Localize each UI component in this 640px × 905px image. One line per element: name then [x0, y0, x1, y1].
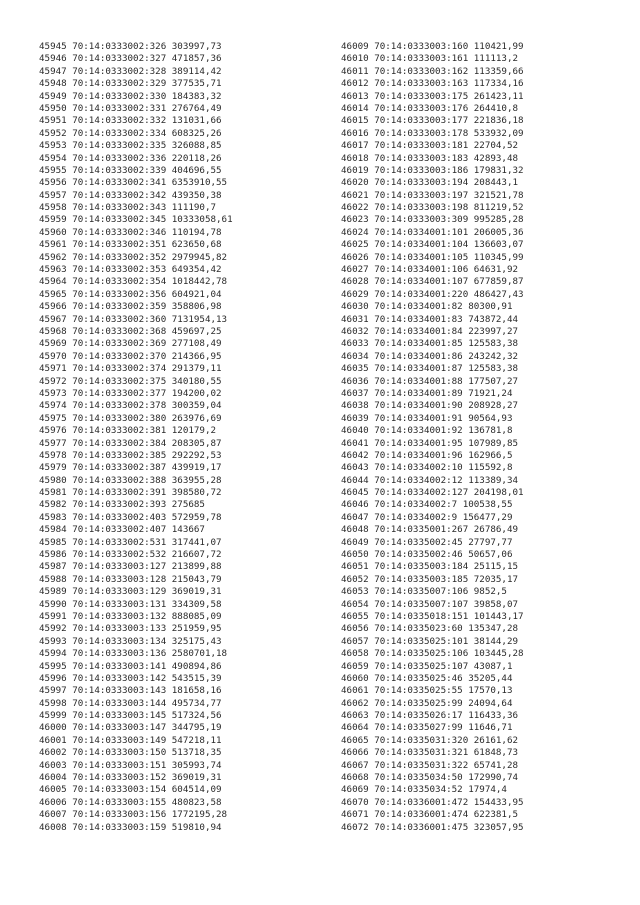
table-row: 46006 70:14:0333003:155 480823,58 — [39, 796, 222, 808]
table-row: 45980 70:14:0333002:388 363955,28 — [39, 474, 222, 486]
table-row: 46064 70:14:0335027:99 11646,71 — [341, 722, 513, 734]
table-row: 46048 70:14:0335001:267 26786,49 — [341, 524, 519, 536]
table-row: 46072 70:14:0336001:475 323057,95 — [341, 821, 524, 833]
table-row: 45987 70:14:0333003:127 213899,88 — [39, 561, 222, 573]
table-row: 45973 70:14:0333002:377 194200,02 — [39, 387, 222, 399]
table-row: 45959 70:14:0333002:345 10333058,61 — [39, 214, 233, 226]
table-row: 45990 70:14:0333003:131 334309,58 — [39, 598, 222, 610]
table-row: 45981 70:14:0333002:391 398580,72 — [39, 487, 222, 499]
table-row: 46050 70:14:0335002:46 50657,06 — [341, 549, 513, 561]
table-row: 45982 70:14:0333002:393 275685 — [39, 499, 205, 511]
table-row: 45965 70:14:0333002:356 604921,04 — [39, 288, 222, 300]
table-row: 45953 70:14:0333002:335 326088,85 — [39, 140, 222, 152]
table-row: 45996 70:14:0333003:142 543515,39 — [39, 672, 222, 684]
table-row: 45977 70:14:0333002:384 208305,87 — [39, 437, 222, 449]
table-row: 45983 70:14:0333002:403 572959,78 — [39, 511, 222, 523]
left-column — [39, 41, 233, 834]
table-row: 46059 70:14:0335025:107 43087,1 — [341, 660, 513, 672]
table-row: 45979 70:14:0333002:387 439919,17 — [39, 462, 222, 474]
table-row: 46038 70:14:0334001:90 208928,27 — [341, 400, 519, 412]
table-row: 46009 70:14:0333003:160 110421,99 — [341, 41, 524, 52]
table-row: 46043 70:14:0334002:10 115592,8 — [341, 462, 513, 474]
table-row: 45952 70:14:0333002:334 608325,26 — [39, 127, 222, 139]
table-row: 45948 70:14:0333002:329 377535,71 — [39, 78, 222, 90]
table-row: 45975 70:14:0333002:380 263976,69 — [39, 412, 222, 424]
table-row: 46011 70:14:0333003:162 113359,66 — [341, 65, 524, 77]
table-row: 46037 70:14:0334001:89 71921,24 — [341, 387, 513, 399]
table-row: 46045 70:14:0334002:127 204198,01 — [341, 487, 524, 499]
table-row: 46040 70:14:0334001:92 136781,8 — [341, 425, 513, 437]
table-row: 45951 70:14:0333002:332 131031,66 — [39, 115, 222, 127]
table-row: 45949 70:14:0333002:330 184383,32 — [39, 90, 222, 102]
table-row: 46033 70:14:0334001:85 125583,38 — [341, 338, 519, 350]
table-row: 46031 70:14:0334001:83 743872,44 — [341, 313, 519, 325]
table-row: 45966 70:14:0333002:359 358806,98 — [39, 301, 222, 313]
table-row: 45989 70:14:0333003:129 369019,31 — [39, 586, 222, 598]
table-row: 46060 70:14:0335025:46 35205,44 — [341, 672, 513, 684]
table-row: 46034 70:14:0334001:86 243242,32 — [341, 350, 519, 362]
table-row: 46029 70:14:0334001:220 486427,43 — [341, 288, 524, 300]
table-row: 46052 70:14:0335003:185 72035,17 — [341, 573, 519, 585]
table-row: 46070 70:14:0336001:472 154433,95 — [341, 796, 524, 808]
table-row: 46054 70:14:0335007:107 39858,07 — [341, 598, 519, 610]
table-row: 46026 70:14:0334001:105 110345,99 — [341, 251, 524, 263]
table-row: 46025 70:14:0334001:104 136603,07 — [341, 239, 524, 251]
table-row: 45969 70:14:0333002:369 277108,49 — [39, 338, 222, 350]
table-row: 45970 70:14:0333002:370 214366,95 — [39, 350, 222, 362]
table-row: 46057 70:14:0335025:101 38144,29 — [341, 635, 519, 647]
table-row: 46069 70:14:0335034:52 17974,4 — [341, 784, 507, 796]
table-row: 45946 70:14:0333002:327 471857,36 — [39, 53, 222, 65]
table-row: 46002 70:14:0333003:150 513718,35 — [39, 747, 222, 759]
table-row: 45967 70:14:0333002:360 7131954,13 — [39, 313, 228, 325]
table-row: 46028 70:14:0334001:107 677859,87 — [341, 276, 524, 288]
table-row: 46039 70:14:0334001:91 90564,93 — [341, 412, 513, 424]
table-row: 45972 70:14:0333002:375 340180,55 — [39, 375, 222, 387]
table-row: 45992 70:14:0333003:133 251959,95 — [39, 623, 222, 635]
table-row: 45954 70:14:0333002:336 220118,26 — [39, 152, 222, 164]
table-row: 45962 70:14:0333002:352 2979945,82 — [39, 251, 228, 263]
table-row: 46061 70:14:0335025:55 17570,13 — [341, 685, 513, 697]
table-row: 45998 70:14:0333003:144 495734,77 — [39, 697, 222, 709]
table-row: 46017 70:14:0333003:181 22704,52 — [341, 140, 519, 152]
table-row: 45958 70:14:0333002:343 111190,7 — [39, 202, 217, 214]
table-row: 45950 70:14:0333002:331 276764,49 — [39, 102, 222, 114]
table-row: 46041 70:14:0334001:95 107989,85 — [341, 437, 519, 449]
table-row: 46068 70:14:0335034:50 172990,74 — [341, 772, 519, 784]
table-row: 45999 70:14:0333003:145 517324,56 — [39, 710, 222, 722]
table-row: 46051 70:14:0335003:184 25115,15 — [341, 561, 519, 573]
table-row: 46008 70:14:0333003:159 519810,94 — [39, 821, 222, 833]
table-row: 46000 70:14:0333003:147 344795,19 — [39, 722, 222, 734]
table-row: 46003 70:14:0333003:151 305993,74 — [39, 759, 222, 771]
table-row: 46049 70:14:0335002:45 27797,77 — [341, 536, 513, 548]
table-row: 46042 70:14:0334001:96 162966,5 — [341, 449, 513, 461]
table-row: 46062 70:14:0335025:99 24094,64 — [341, 697, 513, 709]
table-row: 46032 70:14:0334001:84 223997,27 — [341, 325, 519, 337]
table-row: 46015 70:14:0333003:177 221836,18 — [341, 115, 524, 127]
table-row: 46027 70:14:0334001:106 64631,92 — [341, 264, 519, 276]
table-row: 46005 70:14:0333003:154 604514,09 — [39, 784, 222, 796]
table-row: 46016 70:14:0333003:178 533932,09 — [341, 127, 524, 139]
table-row: 46021 70:14:0333003:197 321521,78 — [341, 189, 524, 201]
table-row: 46020 70:14:0333003:194 208443,1 — [341, 177, 519, 189]
table-row: 46066 70:14:0335031:321 61848,73 — [341, 747, 519, 759]
table-row: 46065 70:14:0335031:320 26161,62 — [341, 734, 519, 746]
table-row: 45957 70:14:0333002:342 439350,38 — [39, 189, 222, 201]
table-row: 46030 70:14:0334001:82 80300,91 — [341, 301, 513, 313]
table-row: 46056 70:14:0335023:60 135347,28 — [341, 623, 519, 635]
table-row: 45963 70:14:0333002:353 649354,42 — [39, 264, 222, 276]
table-row: 45986 70:14:0333002:532 216607,72 — [39, 549, 222, 561]
table-row: 46012 70:14:0333003:163 117334,16 — [341, 78, 524, 90]
table-row: 46024 70:14:0334001:101 206005,36 — [341, 226, 524, 238]
table-row: 45994 70:14:0333003:136 2580701,18 — [39, 648, 228, 660]
table-row: 46036 70:14:0334001:88 177507,27 — [341, 375, 519, 387]
table-row: 45991 70:14:0333003:132 888085,09 — [39, 610, 222, 622]
table-row: 45955 70:14:0333002:339 404696,55 — [39, 164, 222, 176]
table-row: 45947 70:14:0333002:328 389114,42 — [39, 65, 222, 77]
table-row: 45993 70:14:0333003:134 325175,43 — [39, 635, 222, 647]
table-row: 45995 70:14:0333003:141 490894,86 — [39, 660, 222, 672]
table-row: 46063 70:14:0335026:17 116433,36 — [341, 710, 519, 722]
table-row: 45968 70:14:0333002:368 459697,25 — [39, 325, 222, 337]
table-row: 45985 70:14:0333002:531 317441,07 — [39, 536, 222, 548]
table-row: 45945 70:14:0333002:326 303997,73 — [39, 41, 222, 52]
table-row: 46018 70:14:0333003:183 42893,48 — [341, 152, 519, 164]
table-row: 45964 70:14:0333002:354 1018442,78 — [39, 276, 228, 288]
table-row: 46010 70:14:0333003:161 111113,2 — [341, 53, 519, 65]
table-row: 45956 70:14:0333002:341 6353910,55 — [39, 177, 228, 189]
table-row: 46022 70:14:0333003:198 811219,52 — [341, 202, 524, 214]
table-row: 46004 70:14:0333003:152 369019,31 — [39, 772, 222, 784]
table-row: 46013 70:14:0333003:175 261423,11 — [341, 90, 524, 102]
table-row: 45961 70:14:0333002:351 623650,68 — [39, 239, 222, 251]
table-row: 45997 70:14:0333003:143 181658,16 — [39, 685, 222, 697]
table-row: 46053 70:14:0335007:106 9852,5 — [341, 586, 507, 598]
table-row: 46007 70:14:0333003:156 1772195,28 — [39, 809, 228, 821]
table-row: 45988 70:14:0333003:128 215043,79 — [39, 573, 222, 585]
table-row: 45976 70:14:0333002:381 120179,2 — [39, 425, 217, 437]
table-row: 45971 70:14:0333002:374 291379,11 — [39, 363, 222, 375]
table-row: 45960 70:14:0333002:346 110194,78 — [39, 226, 222, 238]
table-row: 46023 70:14:0333003:309 995285,28 — [341, 214, 524, 226]
right-column — [341, 41, 524, 834]
table-row: 45974 70:14:0333002:378 300359,04 — [39, 400, 222, 412]
table-row: 46047 70:14:0334002:9 156477,29 — [341, 511, 513, 523]
table-row: 46071 70:14:0336001:474 622381,5 — [341, 809, 519, 821]
table-row: 46058 70:14:0335025:106 103445,28 — [341, 648, 524, 660]
table-row: 46014 70:14:0333003:176 264410,8 — [341, 102, 519, 114]
table-row: 46055 70:14:0335018:151 101443,17 — [341, 610, 524, 622]
table-row: 46044 70:14:0334002:12 113389,34 — [341, 474, 519, 486]
table-row: 45978 70:14:0333002:385 292292,53 — [39, 449, 222, 461]
table-row: 46035 70:14:0334001:87 125583,38 — [341, 363, 519, 375]
table-row: 46019 70:14:0333003:186 179831,32 — [341, 164, 524, 176]
table-row: 46067 70:14:0335031:322 65741,28 — [341, 759, 519, 771]
table-row: 46001 70:14:0333003:149 547218,11 — [39, 734, 222, 746]
table-row: 46046 70:14:0334002:7 100538,55 — [341, 499, 513, 511]
table-row: 45984 70:14:0333002:407 143667 — [39, 524, 205, 536]
